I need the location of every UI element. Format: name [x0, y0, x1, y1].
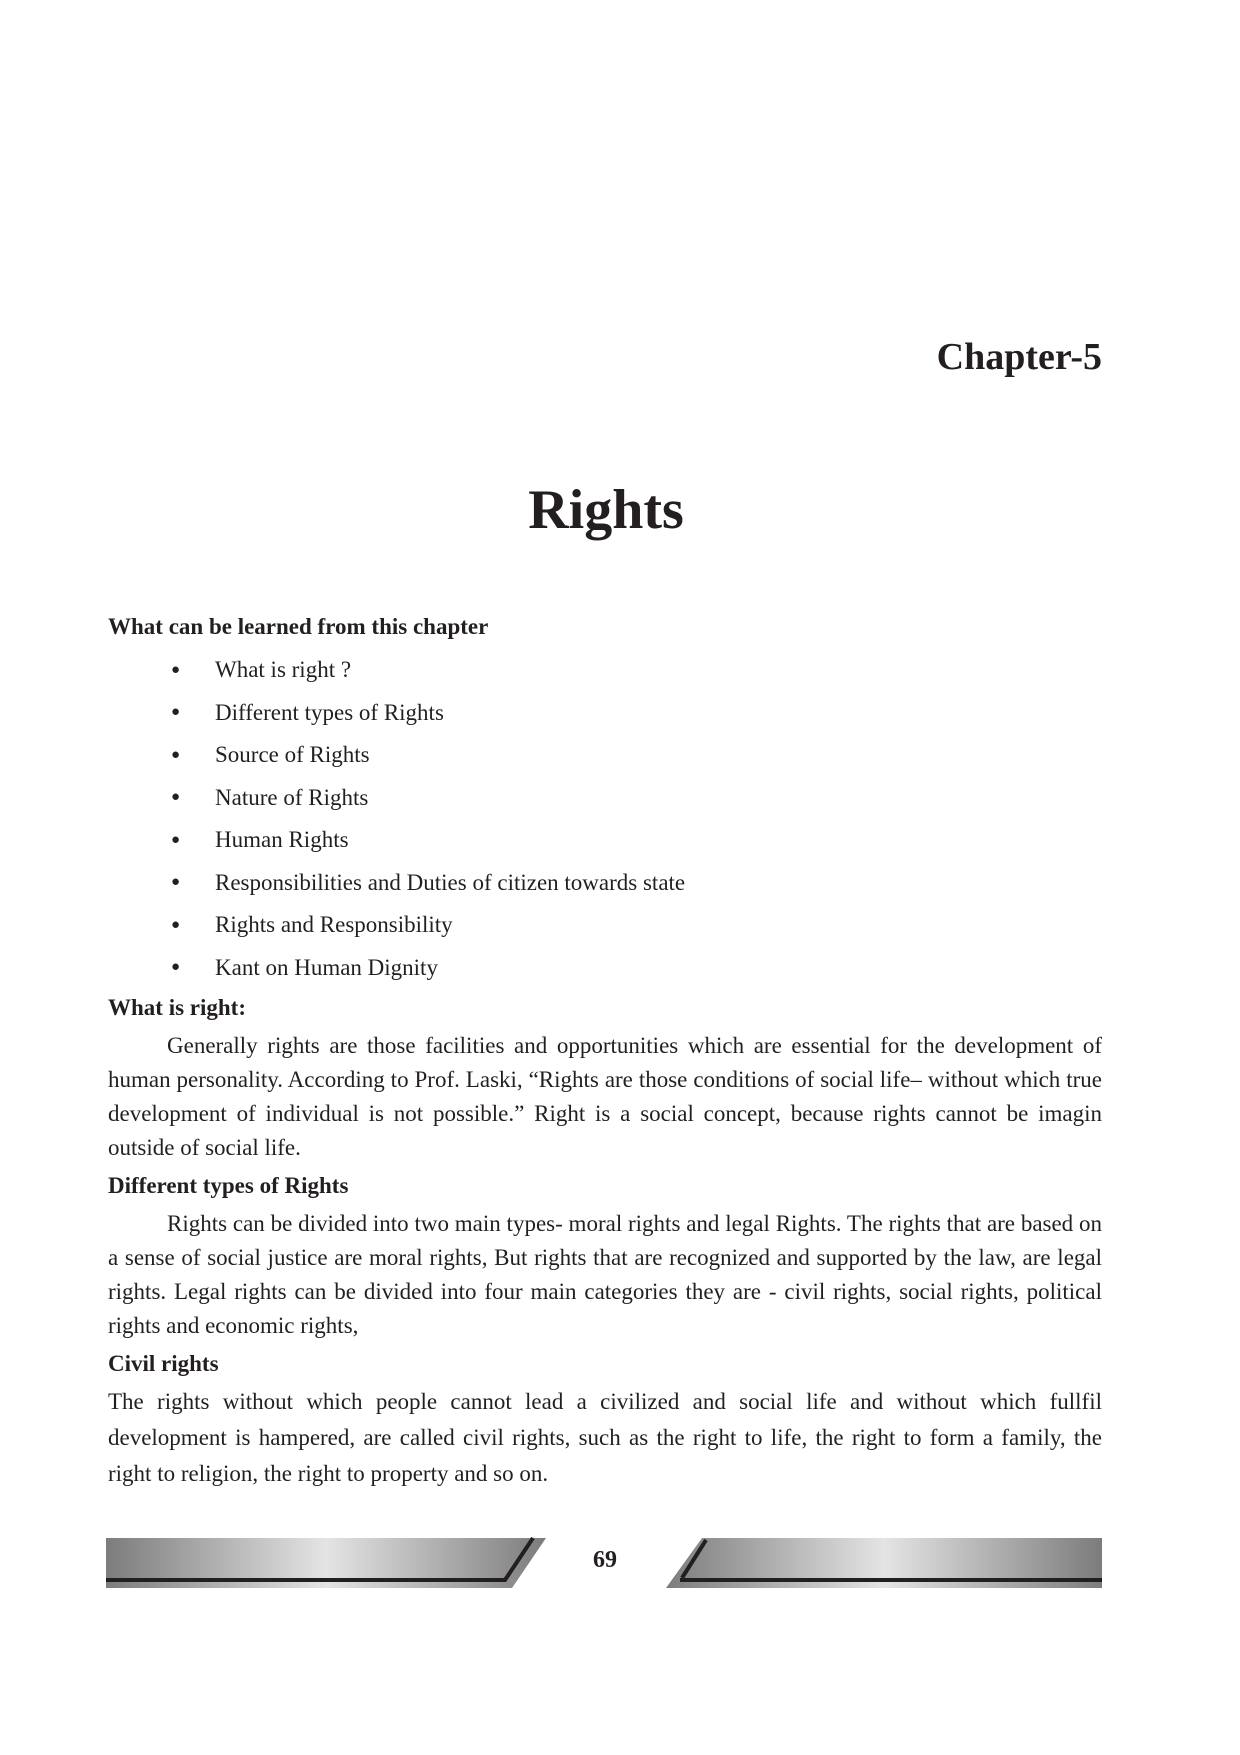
- list-item: [108, 819, 1102, 862]
- list-item: [108, 649, 1102, 692]
- page-title: Rights: [528, 479, 684, 541]
- list-item-label: Source of Rights: [215, 742, 370, 768]
- paragraph-civil-rights: The rights without which people cannot lead a civilized and social life and without which fullfil development is hampered, are called civil rights, such as the right to life, the right to form a family, the right to religion, the right to property and so on.: [108, 1389, 1102, 1486]
- bullet-icon: ●: [171, 874, 181, 891]
- learn-heading: What can be learned from this chapter: [108, 614, 489, 639]
- page-footer: [0, 1532, 1240, 1592]
- list-item: [108, 904, 1102, 947]
- list-item-label: Human Rights: [215, 827, 349, 853]
- page-number: 69: [593, 1547, 617, 1573]
- list-item-label: Kant on Human Dignity: [215, 954, 438, 980]
- bullet-icon: ●: [171, 704, 181, 721]
- bullet-icon: ●: [171, 916, 181, 933]
- bullet-icon: ●: [171, 959, 181, 976]
- bullet-icon: ●: [171, 789, 181, 806]
- list-item: [108, 734, 1102, 777]
- page-content: [108, 610, 1102, 1492]
- bullet-icon: ●: [171, 661, 181, 678]
- list-item-label: Rights and Responsibility: [215, 912, 453, 938]
- section-heading-what-is-right: What is right:: [108, 995, 246, 1020]
- list-item-label: Nature of Rights: [215, 784, 369, 810]
- list-item: [108, 947, 1102, 990]
- section-heading-civil-rights: Civil rights: [108, 1351, 219, 1376]
- paragraph-types: Rights can be divided into two main types- moral rights and legal Rights. The rights that are based on a sense of social justice are moral rights, But rights that are recognized and supported by the law, are legal rights. Legal rights can be divided into four main categories they are - civil rights, social rights, political rights and economic rights,: [108, 1211, 1102, 1338]
- list-item-label: Responsibilities and Duties of citizen towards state: [215, 869, 686, 895]
- bullet-icon: ●: [171, 746, 181, 763]
- list-item: [108, 862, 1102, 905]
- list-item: [108, 777, 1102, 820]
- list-item-label: What is right ?: [215, 657, 352, 683]
- list-item-label: Different types of Rights: [215, 699, 444, 725]
- objectives-list: [108, 649, 1102, 989]
- chapter-label: Chapter-5: [936, 336, 1102, 378]
- list-item: [108, 692, 1102, 735]
- section-heading-types: Different types of Rights: [108, 1173, 349, 1198]
- paragraph-what-is-right: Generally rights are those facilities and opportunities which are essential for the development of human personality. According to Prof. Laski, “Rights are those conditions of social life– without which true development of individual is not possible.” Right is a social concept, because rights cannot be imagin outside of social life.: [108, 1033, 1102, 1160]
- bullet-icon: ●: [171, 831, 181, 848]
